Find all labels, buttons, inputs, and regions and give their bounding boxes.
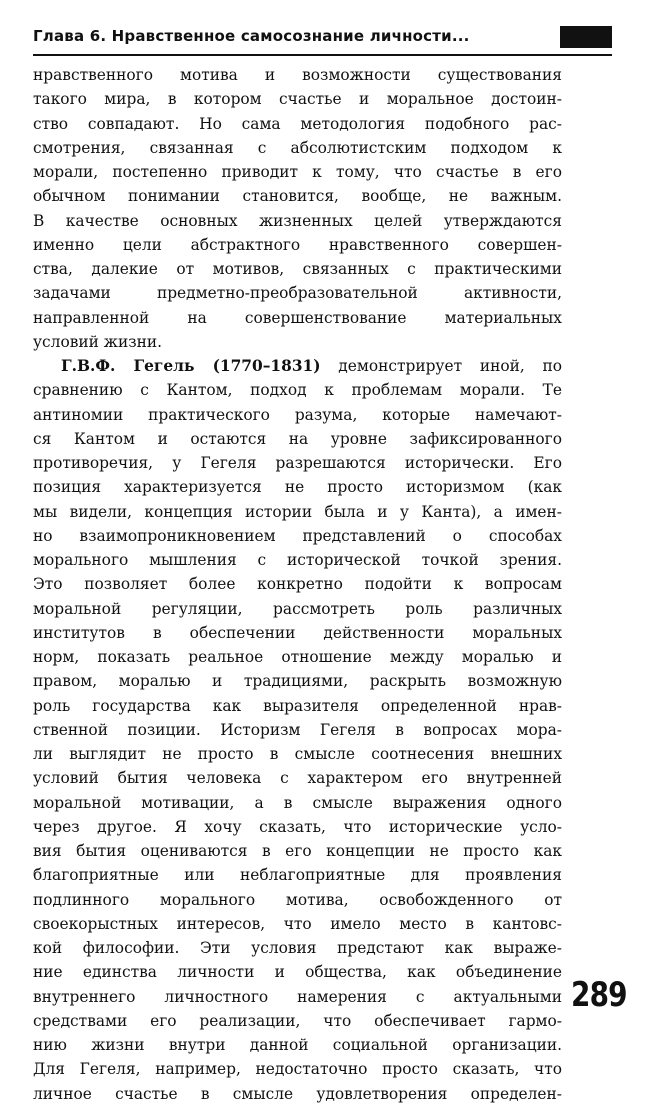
- text-line: роль государства как выразителя определенной нрав-: [33, 696, 562, 715]
- text-line: задачами предметно-преобразовательной активности,: [33, 284, 562, 303]
- text-line: Это позволяет более конкретно подойти к вопросам: [33, 575, 562, 594]
- text-line: направленной на совершенствование материальных: [33, 308, 562, 327]
- text-line: институтов в обеспечении действенности моральных: [33, 623, 562, 642]
- text-line: подлинного морального мотива, освобожденного от: [33, 890, 562, 909]
- paragraph-1: [33, 63, 562, 354]
- text-line: но взаимопроникновением представлений о способах: [33, 526, 562, 545]
- body-text: [33, 63, 562, 1106]
- running-title: Глава 6. Нравственное самосознание личности...: [33, 27, 470, 45]
- text-line: мы видели, концепция истории была и у Канта), а имен-: [33, 502, 562, 521]
- text-line: такого мира, в котором счастье и моральное достоин-: [33, 90, 562, 109]
- text-line: ство совпадают. Но сама методология подобного рас-: [33, 114, 562, 133]
- text-line-lead: [33, 354, 562, 378]
- text-line: Для Гегеля, например, недостаточно просто сказать, что: [33, 1060, 562, 1079]
- text-line: морального мышления с исторической точкой зрения.: [33, 551, 562, 569]
- text-line: ли выглядит не просто в смысле соотнесения внешних: [33, 745, 562, 763]
- text-line: правом, моралью и традициями, раскрыть возможную: [33, 672, 562, 691]
- text-line: антиномии практического разума, которые намечают-: [33, 405, 562, 424]
- text-line: условий бытия человека с характером его внутренней: [33, 769, 562, 788]
- text-line: ние единства личности и общества, как объединение: [33, 963, 562, 982]
- text-line: смотрения, связанная с абсолютистским подходом к: [33, 138, 562, 157]
- text-line: ственной позиции. Историзм Гегеля в вопросах мора-: [33, 720, 562, 739]
- text-line: обычном понимании становится, вообще, не важным.: [33, 187, 562, 206]
- text-line: через другое. Я хочу сказать, что исторические усло-: [33, 817, 562, 836]
- text-line: средствами его реализации, что обеспечивает гармо-: [33, 1011, 562, 1030]
- text-line: позиция характеризуется не просто историзмом (как: [33, 478, 562, 497]
- text-line: личное счастье в смысле удовлетворения определен-: [33, 1084, 562, 1103]
- page-number: 289: [571, 975, 627, 1015]
- text-line: условий жизни.: [33, 332, 163, 351]
- text-line: своекорыстных интересов, что имело место в кантовс-: [33, 914, 562, 933]
- text-line: противоречия, у Гегеля разрешаются исторически. Его: [33, 454, 562, 472]
- text-line: моральной мотивации, а в смысле выражения одного: [33, 793, 562, 812]
- text-line: норм, показать реальное отношение между моралью и: [33, 648, 562, 666]
- text-line: ся Кантом и остаются на уровне зафиксированного: [33, 429, 562, 448]
- text-line: благоприятные или неблагоприятные для проявления: [33, 866, 562, 885]
- lead-rest: демонстрирует иной, по: [320, 357, 562, 375]
- author-name-bold: Г.В.Ф. Гегель (1770–1831): [61, 357, 321, 375]
- header-black-bar: [560, 26, 612, 48]
- text-line: нию жизни внутри данной социальной организации.: [33, 1036, 562, 1054]
- text-line: морали, постепенно приводит к тому, что счастье в его: [33, 163, 562, 181]
- running-header: [33, 20, 612, 56]
- text-line: именно цели абстрактного нравственного совершен-: [33, 235, 562, 254]
- paragraph-2: [33, 354, 562, 1106]
- text-line: кой философии. Эти условия предстают как выраже-: [33, 939, 562, 957]
- text-line: В качестве основных жизненных целей утверждаются: [33, 211, 562, 230]
- text-line: вия бытия оцениваются в его концепции не просто как: [33, 842, 562, 860]
- text-line: сравнению с Кантом, подход к проблемам морали. Те: [33, 381, 562, 400]
- text-line: нравственного мотива и возможности существования: [33, 66, 562, 84]
- text-line: моральной регуляции, рассмотреть роль различных: [33, 599, 562, 618]
- text-line: внутреннего личностного намерения с актуальными: [33, 987, 562, 1006]
- text-line: ства, далекие от мотивов, связанных с практическими: [33, 260, 562, 278]
